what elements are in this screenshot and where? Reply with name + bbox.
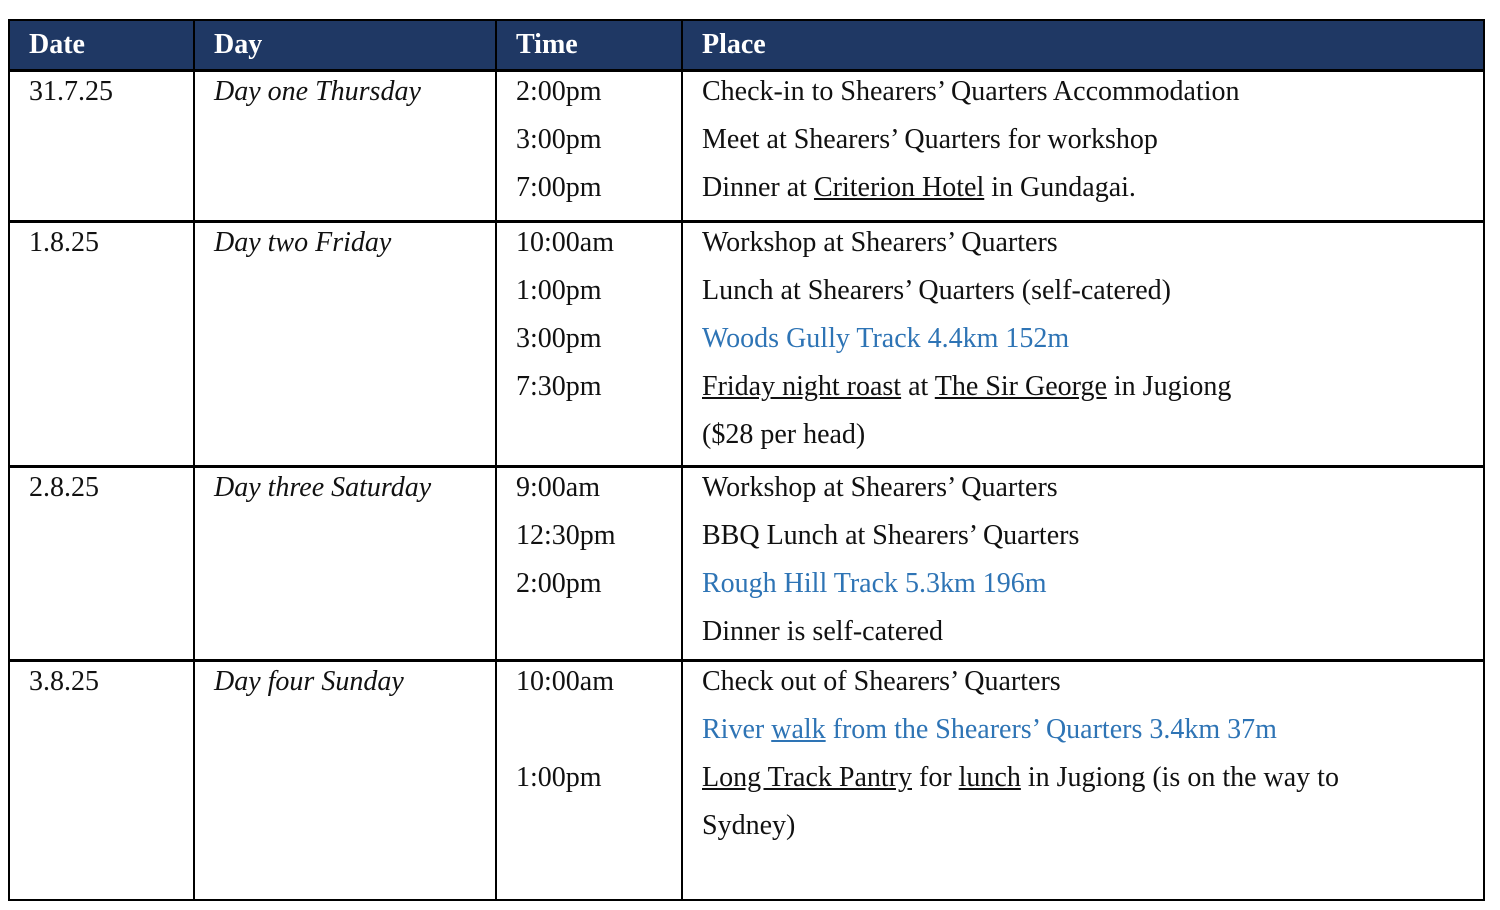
day-text: Day three Saturday <box>214 472 432 503</box>
day-cell <box>194 661 496 901</box>
date-cell <box>9 71 194 222</box>
place-fragment: for <box>912 762 959 793</box>
day-cell <box>194 71 496 222</box>
day-text: Day two Friday <box>214 227 392 258</box>
place-fragment: in Gundagai. <box>984 172 1136 203</box>
time-cell <box>496 222 682 467</box>
schedule-table <box>8 19 1485 901</box>
place-text: ($28 per head) <box>702 419 866 450</box>
header-place: Place <box>682 20 1484 71</box>
date-text: 3.8.25 <box>29 666 99 697</box>
place-cell <box>682 661 1484 901</box>
place-text: Check out of Shearers’ Quarters <box>702 666 1061 697</box>
place-text <box>702 363 1483 411</box>
place-text: Lunch at Shearers’ Quarters (self-catered) <box>702 275 1171 306</box>
time-text: 7:30pm <box>516 371 602 402</box>
day-text: Day four Sunday <box>214 666 404 697</box>
date-text: 2.8.25 <box>29 472 99 503</box>
date-cell <box>9 222 194 467</box>
place-cell <box>682 222 1484 467</box>
day-cell <box>194 222 496 467</box>
header-day: Day <box>194 20 496 71</box>
place-fragment: River <box>702 714 772 745</box>
lunch-link[interactable]: lunch <box>958 762 1021 793</box>
place-text: Check-in to Shearers’ Quarters Accommodation <box>702 76 1240 107</box>
place-fragment: at <box>901 371 935 402</box>
place-text: Dinner is self-catered <box>702 616 943 647</box>
time-text: 10:00am <box>516 227 614 258</box>
woods-gully-track-link[interactable]: Woods Gully Track 4.4km 152m <box>702 323 1070 354</box>
table-row <box>9 467 1484 661</box>
header-time: Time <box>496 20 682 71</box>
time-cell <box>496 661 682 901</box>
table-row <box>9 71 1484 222</box>
time-text: 1:00pm <box>516 762 602 793</box>
time-text: 12:30pm <box>516 520 616 551</box>
header-row <box>9 20 1484 71</box>
time-text: 2:00pm <box>516 76 602 107</box>
place-fragment: in Jugiong (is on the way to <box>1020 762 1339 793</box>
long-track-pantry-link[interactable]: Long Track Pantry <box>702 762 912 793</box>
sir-george-link[interactable]: The Sir George <box>934 371 1107 402</box>
date-cell <box>9 661 194 901</box>
place-fragment: from the Shearers’ Quarters 3.4km 37m <box>825 714 1277 745</box>
place-text: Workshop at Shearers’ Quarters <box>702 472 1058 503</box>
time-text: 7:00pm <box>516 172 602 203</box>
time-text: 9:00am <box>516 472 600 503</box>
time-spacer <box>516 706 681 754</box>
place-cell <box>682 467 1484 661</box>
time-cell <box>496 467 682 661</box>
place-text <box>702 754 1483 802</box>
header-date: Date <box>9 20 194 71</box>
date-cell <box>9 467 194 661</box>
place-fragment: Dinner at <box>702 172 814 203</box>
table-row <box>9 661 1484 901</box>
walk-link[interactable]: walk <box>771 714 826 745</box>
date-text: 31.7.25 <box>29 76 113 107</box>
place-text: Sydney) <box>702 810 796 841</box>
criterion-hotel-link[interactable]: Criterion Hotel <box>813 172 985 203</box>
time-text: 1:00pm <box>516 275 602 306</box>
time-text: 3:00pm <box>516 124 602 155</box>
place-text: BBQ Lunch at Shearers’ Quarters <box>702 520 1080 551</box>
place-cell <box>682 71 1484 222</box>
day-cell <box>194 467 496 661</box>
friday-night-roast-link[interactable]: Friday night roast <box>702 371 902 402</box>
place-text: Meet at Shearers’ Quarters for workshop <box>702 124 1158 155</box>
day-text: Day one Thursday <box>214 76 421 107</box>
time-text: 2:00pm <box>516 568 602 599</box>
table-row <box>9 222 1484 467</box>
time-cell <box>496 71 682 222</box>
place-text <box>702 164 1483 212</box>
date-text: 1.8.25 <box>29 227 99 258</box>
place-text: Workshop at Shearers’ Quarters <box>702 227 1058 258</box>
time-text: 10:00am <box>516 666 614 697</box>
time-text: 3:00pm <box>516 323 602 354</box>
place-fragment: in Jugiong <box>1106 371 1232 402</box>
river-walk-link[interactable] <box>702 706 1483 754</box>
rough-hill-track-link[interactable]: Rough Hill Track 5.3km 196m <box>702 568 1047 599</box>
